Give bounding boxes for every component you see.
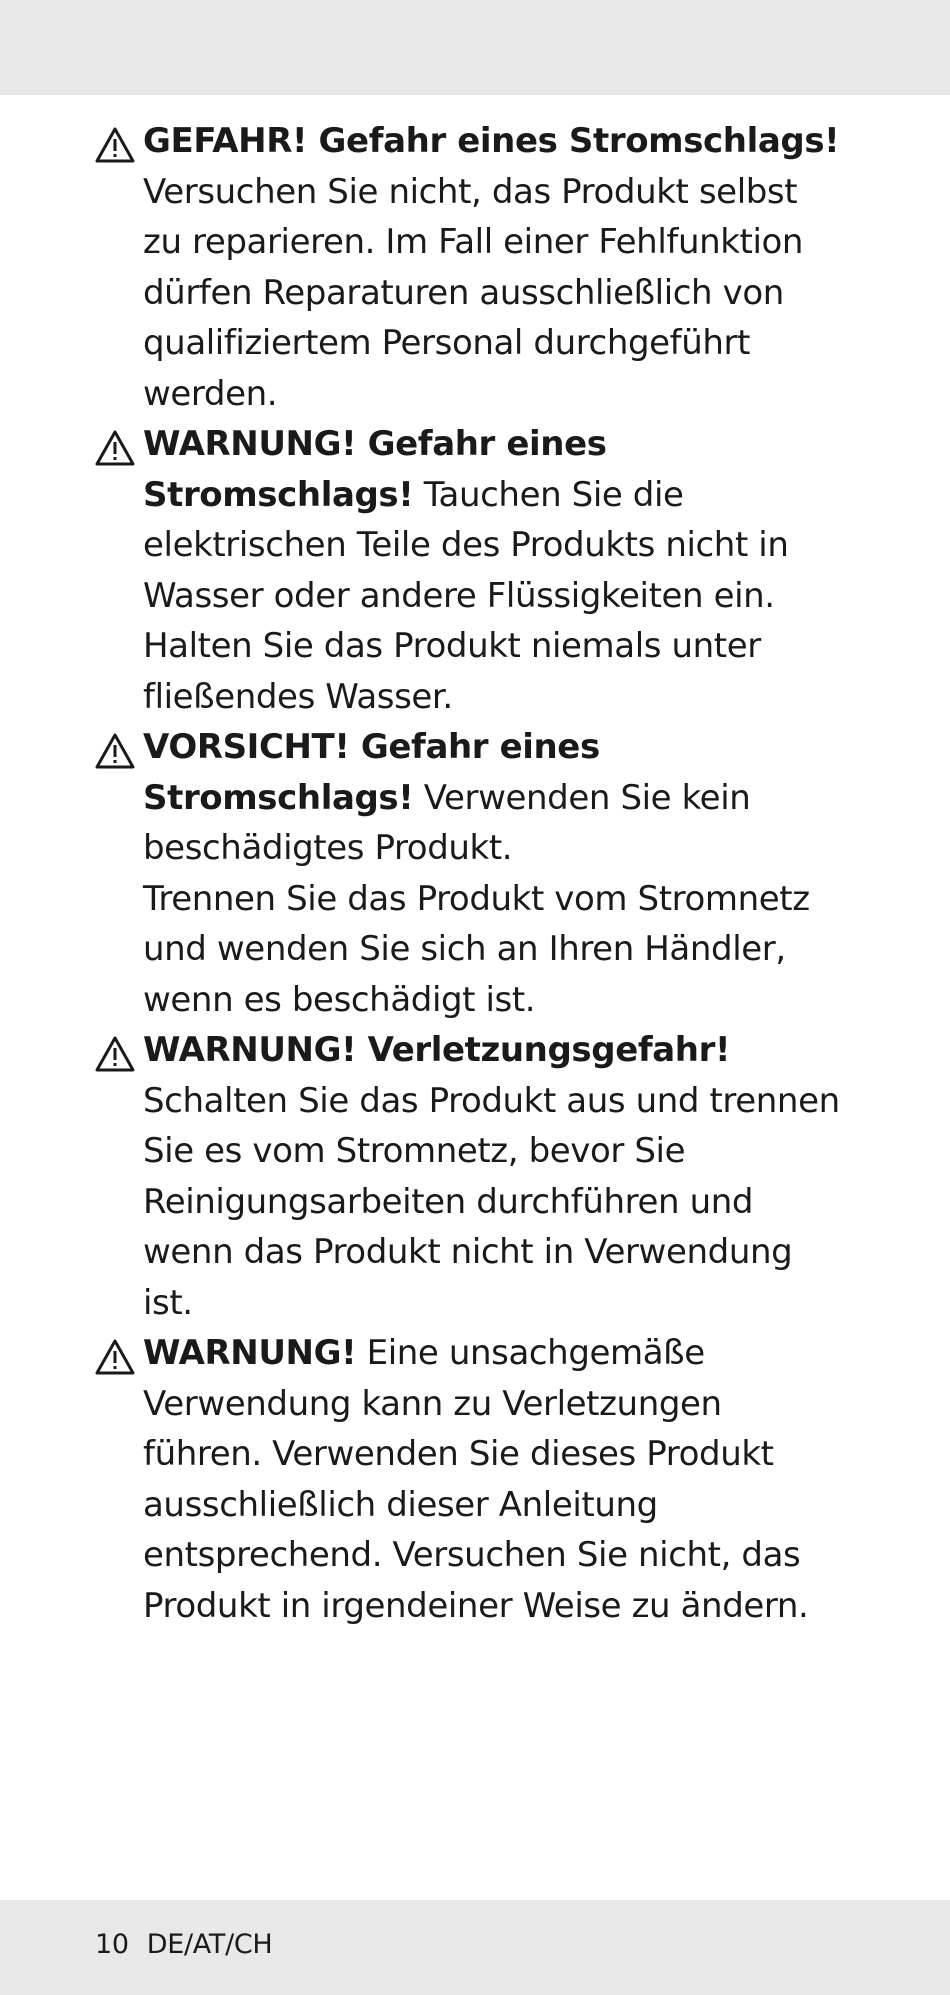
warning-triangle-icon <box>95 430 135 466</box>
warning-triangle-icon <box>95 1339 135 1375</box>
warning-text: Eine unsachgemäße Verwendung kann zu Verletzungen führen. Verwenden Sie dieses Produkt ausschließlich dieser Anleitung entsprechend. Versuchen Sie nicht, das Produkt in irgendeiner Weise zu ändern. <box>143 1333 809 1626</box>
warning-heading: VORSICHT! Gefahr eines Stromschlags! <box>143 727 600 818</box>
warning-text: Schalten Sie das Produkt aus und trennen Sie es vom Stromnetz, bevor Sie Reinigungsarbeiten durchführen und wenn das Produkt nicht in Verwendung ist. <box>143 1080 840 1323</box>
page-number: 10 <box>95 1929 129 1960</box>
warning-injury-cleaning <box>95 1025 840 1328</box>
warning-heading: WARNUNG! Verletzungsgefahr! <box>143 1030 731 1070</box>
warning-improper-use <box>95 1328 840 1631</box>
warning-caution-damaged-product <box>95 722 840 1025</box>
warning-text-continued: Trennen Sie das Produkt vom Stromnetz und wenden Sie sich an Ihren Händler, wenn es beschädigt ist. <box>143 878 810 1020</box>
locale-label: DE/AT/CH <box>146 1929 273 1960</box>
warning-heading: WARNUNG! Gefahr eines Stromschlags! <box>143 424 607 515</box>
warning-text: Tauchen Sie die elektrischen Teile des Produkts nicht in Wasser oder andere Flüssigkeiten ein. Halten Sie das Produkt niemals unter fließendes Wasser. <box>143 474 789 717</box>
top-margin-band <box>0 0 950 95</box>
safety-warnings <box>95 116 840 1631</box>
warning-danger-electric-shock <box>95 116 840 419</box>
warning-heading: WARNUNG! <box>143 1333 357 1373</box>
warning-text: Versuchen Sie nicht, das Produkt selbst zu reparieren. Im Fall einer Fehlfunktion dürfen Reparaturen ausschließlich von qualifiziertem Personal durchgeführt werden. <box>143 171 804 414</box>
warning-heading: GEFAHR! Gefahr eines Stromschlags! <box>143 121 840 161</box>
warning-triangle-icon <box>95 1036 135 1072</box>
page-footer <box>95 1929 272 1960</box>
warning-text: Verwenden Sie kein beschädigtes Produkt. <box>143 777 751 868</box>
warning-electric-shock-water <box>95 419 840 722</box>
warning-triangle-icon <box>95 127 135 163</box>
warning-triangle-icon <box>95 733 135 769</box>
